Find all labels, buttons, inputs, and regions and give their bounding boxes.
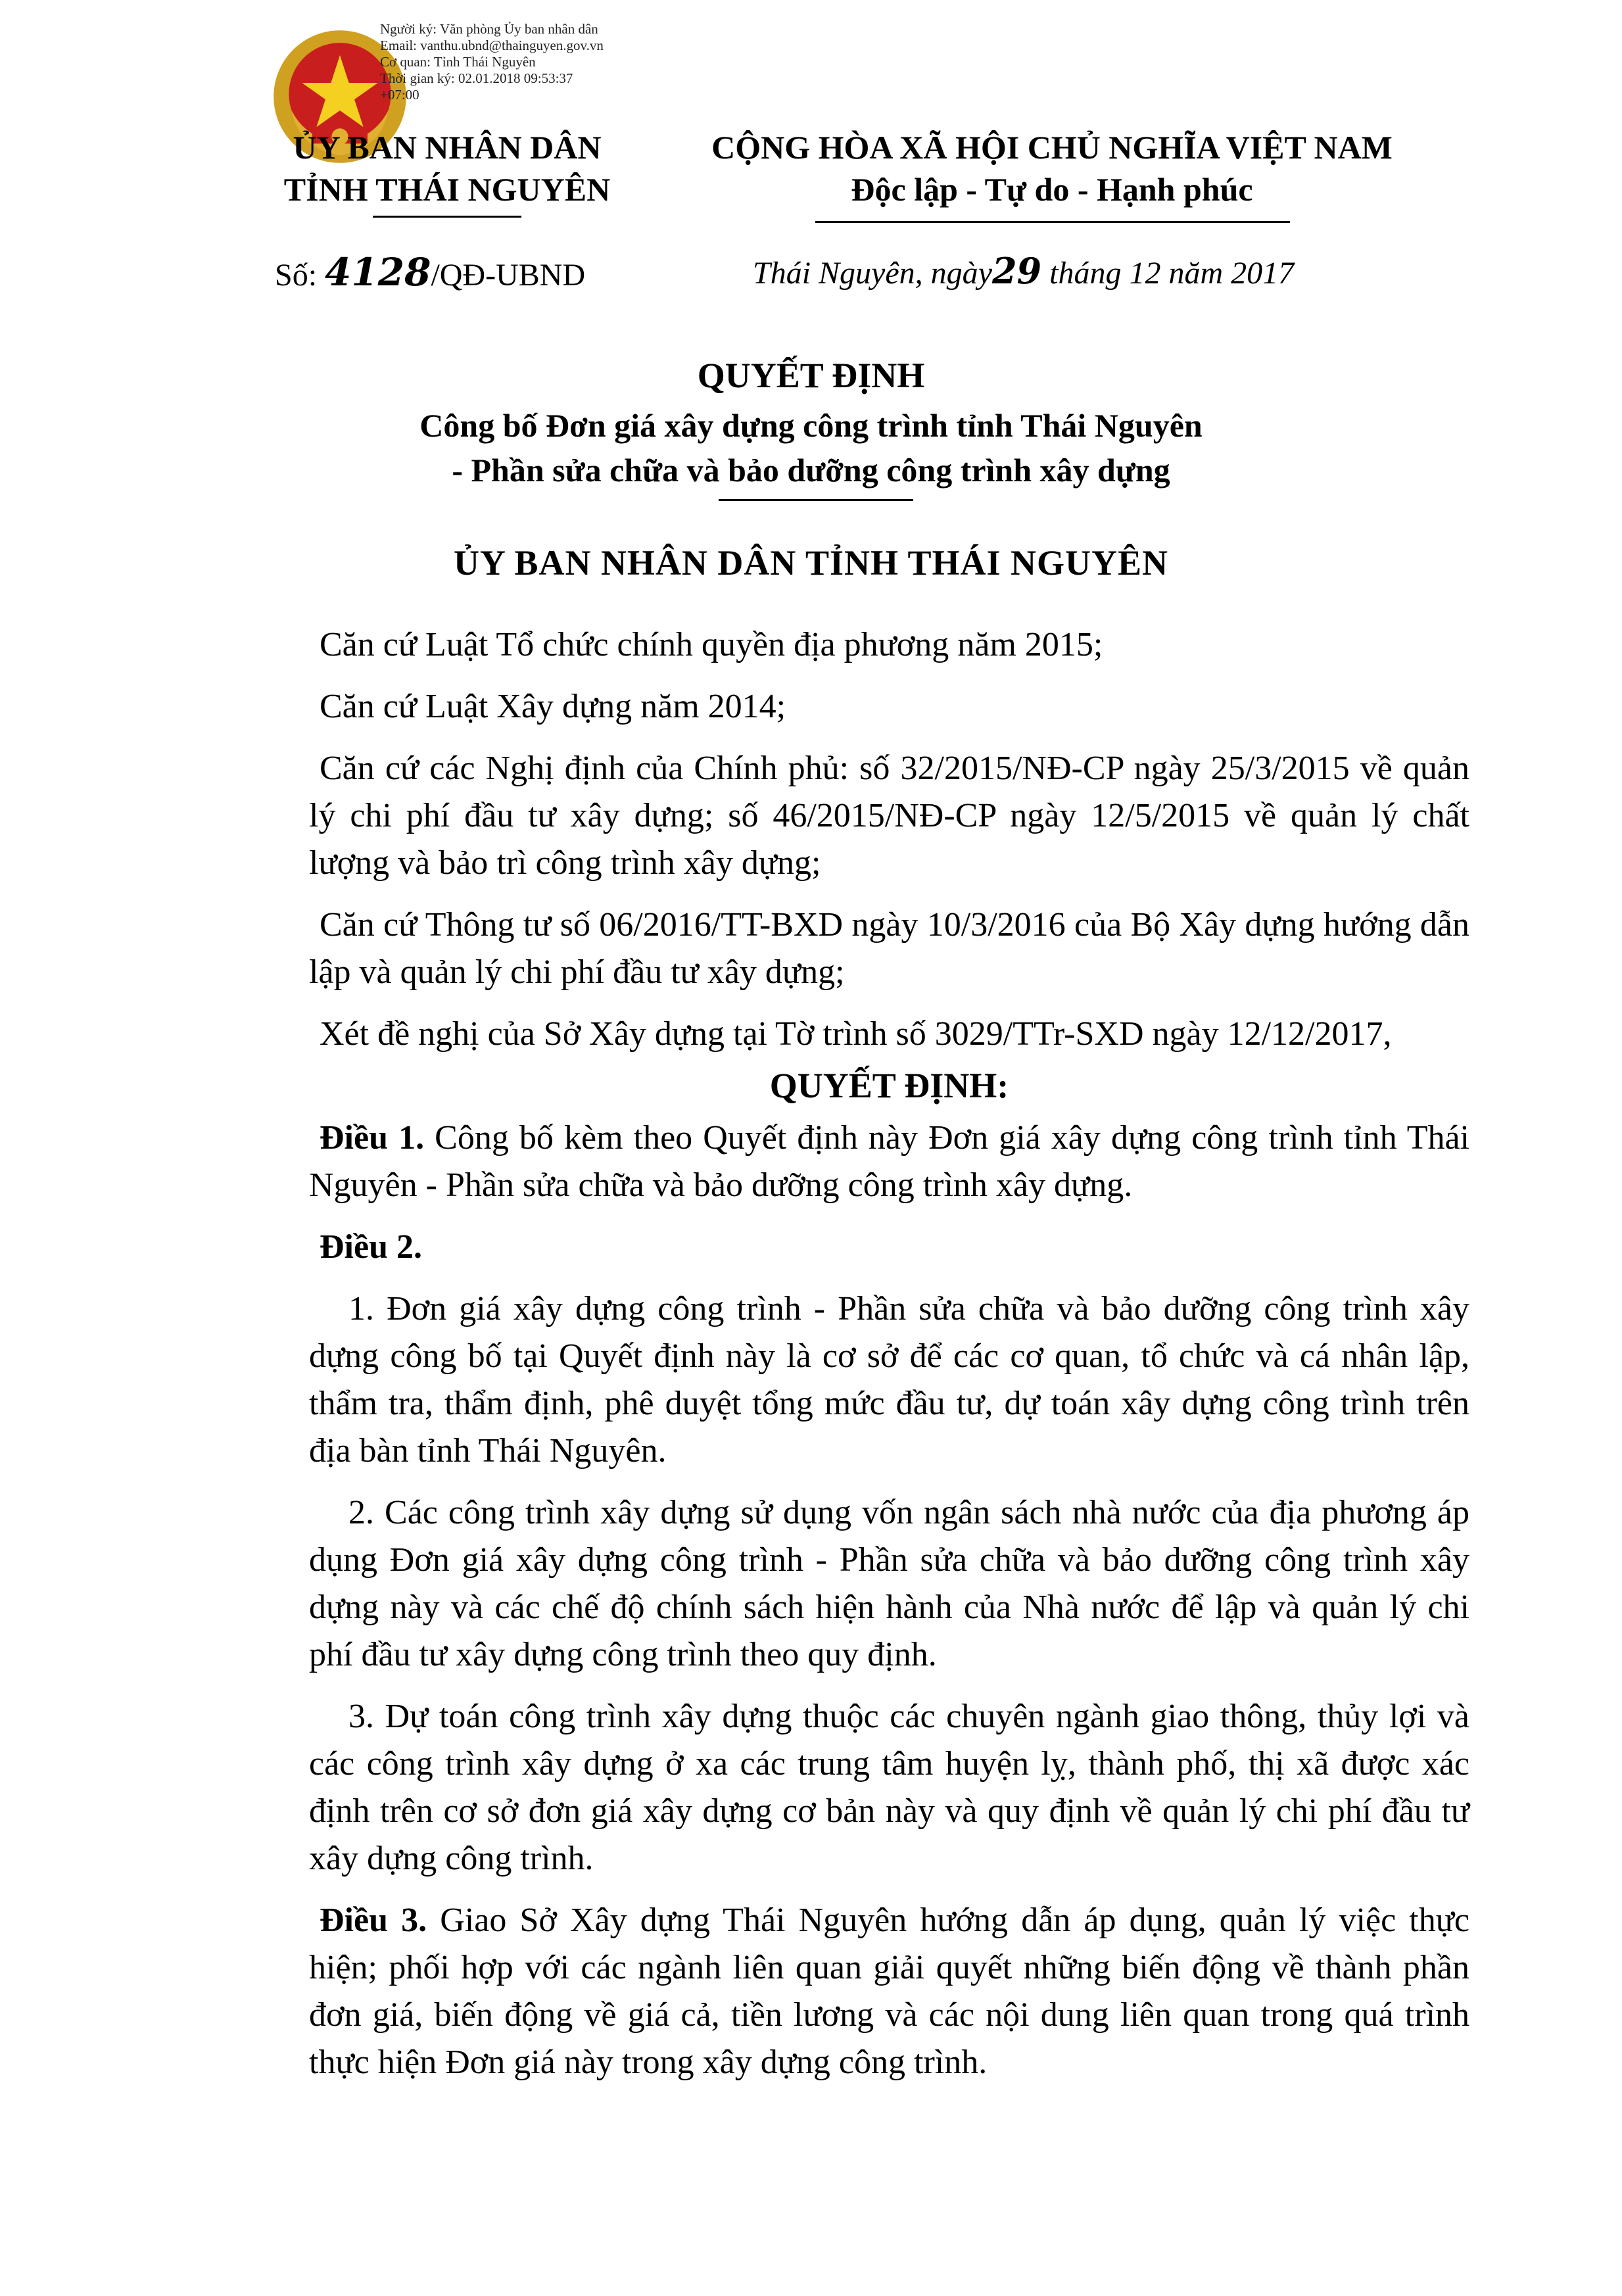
national-motto [657, 126, 1446, 210]
basis-item: Căn cứ các Nghị định của Chính phủ: số 32/2015/NĐ-CP ngày 25/3/2015 về quản lý chi phí đầu tư xây dựng; số 46/2015/NĐ-CP ngày 12/5/2015 về quản lý chất lượng và bảo trì công trình xây dựng; [309, 750, 1469, 882]
motto: Độc lập - Tự do - Hạnh phúc [851, 171, 1253, 208]
article-1-label: Điều 1. [320, 1119, 425, 1157]
document-title: QUYẾT ĐỊNH [697, 356, 925, 395]
basis-item: Xét đề nghị của Sở Xây dựng tại Tờ trình số 3029/TTr-SXD ngày 12/12/2017, [320, 1015, 1392, 1053]
digital-signature-info [380, 21, 604, 103]
authority-underline [373, 216, 521, 218]
article-3 [309, 1897, 1469, 2086]
motto-underline [815, 221, 1290, 223]
email-line: Email: vanthu.ubnd@thainguyen.gov.vn [380, 37, 604, 53]
date-suffix: tháng 12 năm 2017 [1041, 256, 1295, 291]
sign-time-line: Thời gian ký: 02.01.2018 09:53:37 [380, 70, 573, 86]
title-underline [719, 499, 913, 501]
document-subtitle-1: Công bố Đơn giá xây dựng công trình tỉnh Thái Nguyên [419, 407, 1203, 444]
authority-line-2: TỈNH THÁI NGUYÊN [283, 171, 611, 208]
article-2-label: Điều 2. [320, 1228, 422, 1266]
handwritten-number: 4128 [325, 250, 431, 295]
article-1 [309, 1114, 1469, 1209]
authority-heading: ỦY BAN NHÂN DÂN TỈNH THÁI NGUYÊN [453, 543, 1169, 583]
basis-item: Căn cứ Luật Tổ chức chính quyền địa phương năm 2015; [320, 626, 1103, 663]
basis-item: Căn cứ Thông tư số 06/2016/TT-BXD ngày 10/3/2016 của Bộ Xây dựng hướng dẫn lập và quản lý chi phí đầu tư xây dựng; [309, 906, 1469, 991]
document-date [753, 250, 1294, 292]
issuing-authority [217, 126, 677, 210]
date-prefix: Thái Nguyên, ngày [753, 256, 992, 291]
number-suffix: /QĐ-UBND [431, 258, 586, 293]
timezone-line: +07:00 [380, 87, 419, 103]
document-number [275, 250, 585, 295]
article-3-label: Điều 3. [320, 1901, 427, 1939]
authority-line-1: ỦY BAN NHÂN DÂN [293, 129, 602, 166]
article-3-text: Giao Sở Xây dựng Thái Nguyên hướng dẫn áp dụng, quản lý việc thực hiện; phối hợp với các ngành liên quan giải quyết những biến động về thành phần đơn giá, biến động về giá cả, tiền lương và các nội dung liên quan trong quá trình thực hiện Đơn giá này trong xây dựng công trình. [309, 1901, 1469, 2081]
country-name: CỘNG HÒA XÃ HỘI CHỦ NGHĨA VIỆT NAM [711, 129, 1393, 166]
document-body [309, 621, 1469, 2086]
article-2-item: 2. Các công trình xây dựng sử dụng vốn ngân sách nhà nước của địa phương áp dụng Đơn giá xây dựng công trình - Phần sửa chữa và bảo dưỡng công trình xây dựng này và các chế độ chính sách hiện hành của Nhà nước để lập và quản lý chi phí đầu tư xây dựng công trình theo quy định. [309, 1494, 1469, 1673]
handwritten-day: 29 [991, 250, 1042, 292]
agency-line: Cơ quan: Tỉnh Thái Nguyên [380, 54, 536, 70]
number-prefix: Số: [275, 258, 325, 293]
basis-item: Căn cứ Luật Xây dựng năm 2014; [320, 688, 786, 725]
decision-heading: QUYẾT ĐỊNH: [769, 1066, 1009, 1105]
article-2-item: 1. Đơn giá xây dựng công trình - Phần sửa chữa và bảo dưỡng công trình xây dựng công bố tại Quyết định này là cơ sở để các cơ quan, tổ chức và cá nhân lập, thẩm tra, thẩm định, phê duyệt tổng mức đầu tư, dự toán xây dựng công trình trên địa bàn tỉnh Thái Nguyên. [309, 1290, 1469, 1470]
document-subtitle-2: - Phần sửa chữa và bảo dưỡng công trình xây dựng [452, 452, 1170, 489]
signer-line: Người ký: Văn phòng Ủy ban nhân dân [380, 21, 598, 37]
article-2-item: 3. Dự toán công trình xây dựng thuộc các chuyên ngành giao thông, thủy lợi và các công trình xây dựng ở xa các trung tâm huyện lỵ, thành phố, thị xã được xác định trên cơ sở đơn giá xây dựng cơ bản này và quy định về quản lý chi phí đầu tư xây dựng công trình. [309, 1698, 1469, 1877]
article-1-text: Công bố kèm theo Quyết định này Đơn giá xây dựng công trình tỉnh Thái Nguyên - Phần sửa chữa và bảo dưỡng công trình xây dựng. [309, 1119, 1470, 1204]
